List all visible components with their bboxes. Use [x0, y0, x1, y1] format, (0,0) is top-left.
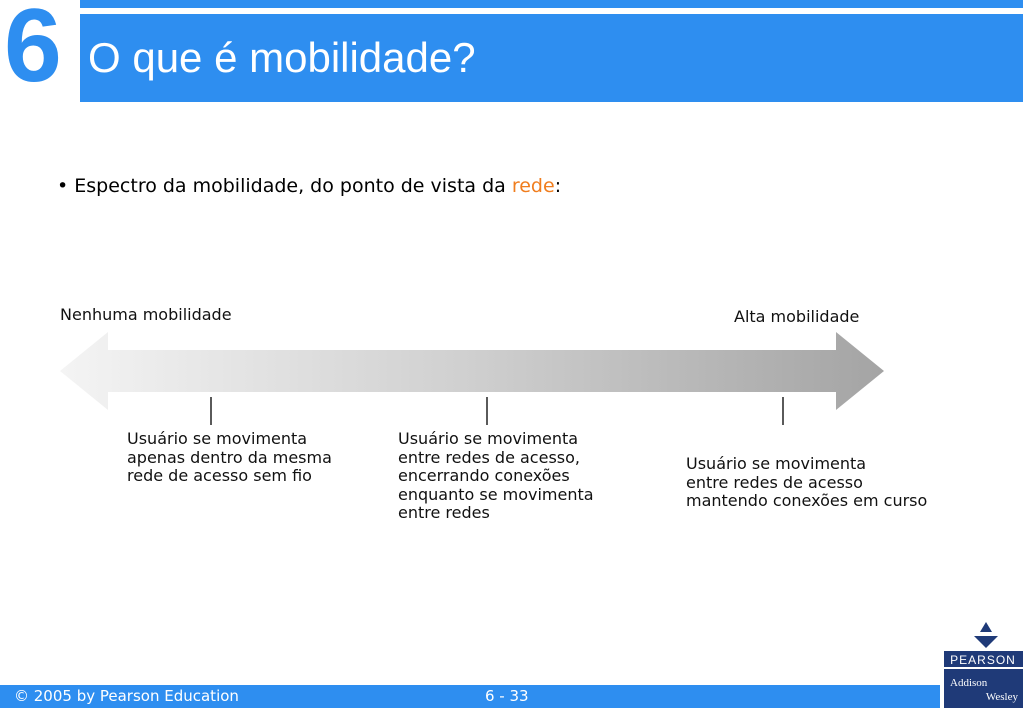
spectrum-double-arrow — [60, 332, 884, 410]
pearson-addison-wesley-logo — [944, 620, 1023, 708]
bullet-suffix: : — [554, 175, 562, 197]
logo-imprint-line2: Wesley — [985, 691, 1018, 703]
description-line: encerrando conexões — [398, 466, 570, 485]
description-line: apenas dentro da mesma — [127, 447, 332, 467]
copyright-text: © 2005 by Pearson Education — [14, 687, 239, 705]
no-mobility-label: Nenhuma mobilidade — [60, 305, 232, 324]
description-line: Usuário se movimenta — [398, 429, 579, 448]
description-line: Usuário se movimenta — [686, 454, 867, 473]
description-line: entre redes de acesso — [686, 472, 863, 492]
marker-description-2 — [398, 430, 594, 523]
description-line: mantendo conexões em curso — [686, 491, 928, 510]
pearson-triangle-icon — [980, 622, 992, 632]
bullet-symbol: • — [57, 175, 69, 197]
logo-imprint-line1: Addison — [950, 677, 988, 689]
pearson-triangle-icon — [974, 636, 998, 648]
logo-brand: PEARSON — [950, 653, 1016, 667]
chapter-number: 6 — [4, 0, 62, 104]
description-line: rede de acesso sem fio — [127, 466, 312, 485]
description-line: Usuário se movimenta — [127, 429, 308, 448]
description-line: entre redes — [398, 503, 490, 522]
bullet-highlight: rede — [511, 175, 555, 197]
page-number: 6 - 33 — [485, 687, 529, 705]
high-mobility-label: Alta mobilidade — [734, 307, 860, 326]
description-line: entre redes de acesso, — [398, 447, 580, 467]
marker-description-1 — [127, 430, 332, 486]
marker-description-3 — [686, 455, 927, 511]
description-line: enquanto se movimenta — [398, 484, 594, 504]
bullet-text: Espectro da mobilidade, do ponto de vista da — [74, 175, 512, 197]
slide-title: O que é mobilidade? — [88, 34, 476, 81]
